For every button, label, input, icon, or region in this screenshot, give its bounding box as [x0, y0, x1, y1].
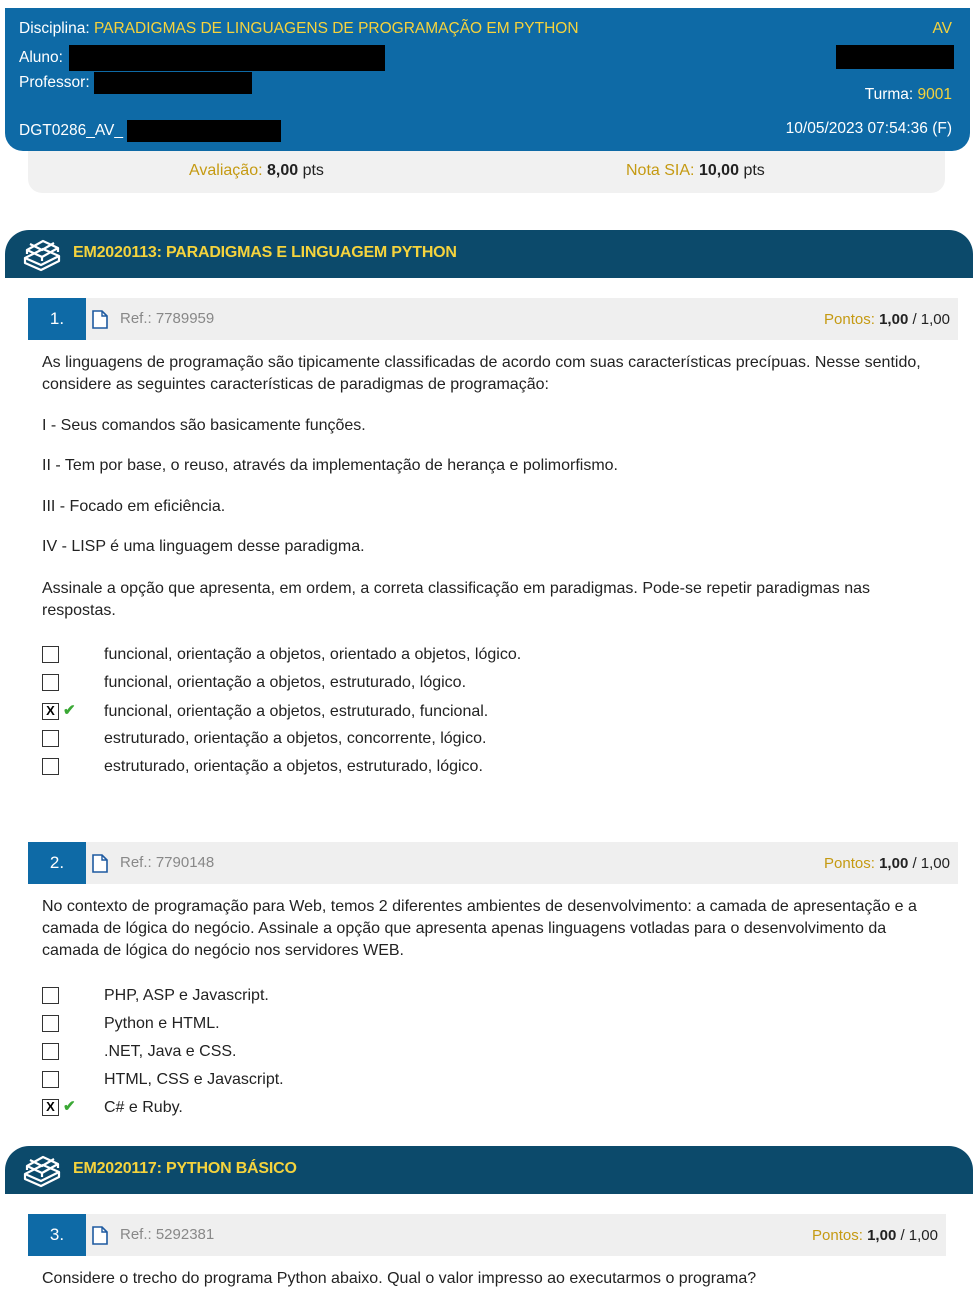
points-label: Pontos: [812, 1227, 863, 1244]
answer-checkbox[interactable] [42, 1043, 59, 1060]
answer-checkbox-checked[interactable]: X [42, 703, 59, 720]
exam-type: AV [932, 20, 952, 37]
codigo-row [19, 120, 952, 142]
exam-header [5, 8, 970, 151]
points-value: 1,00 [879, 311, 909, 328]
points-total: / 1,00 [908, 855, 950, 872]
answer-text: estruturado, orientação a objetos, concorrente, lógico. [104, 730, 487, 747]
nota-label: Nota SIA: [626, 162, 695, 179]
section-header [5, 230, 973, 278]
answer-option[interactable] [42, 703, 742, 727]
question-points [824, 311, 950, 328]
answer-checkbox[interactable] [42, 1015, 59, 1032]
question-text: I - Seus comandos são basicamente funções. [42, 417, 366, 434]
points-total: / 1,00 [908, 311, 950, 328]
answer-checkbox[interactable] [42, 646, 59, 663]
professor-label: Professor: [19, 74, 90, 92]
nota-unit: pts [743, 162, 765, 179]
question-number: 1. [28, 298, 86, 340]
question-header [28, 1214, 946, 1256]
books-icon [21, 236, 63, 272]
section-header [5, 1146, 973, 1194]
answer-text: estruturado, orientação a objetos, estruturado, lógico. [104, 758, 483, 775]
code-redacted [127, 120, 281, 142]
avaliacao-score [189, 162, 324, 180]
turma-label: Turma: [864, 86, 914, 103]
answer-option[interactable] [42, 987, 742, 1011]
answer-option[interactable] [42, 1099, 742, 1123]
turma-row [19, 86, 952, 104]
matricula-redacted [836, 45, 954, 69]
question-number: 2. [28, 842, 86, 884]
document-icon [92, 1226, 108, 1245]
exam-code: DGT0286_AV_ [19, 122, 123, 140]
nota-sia-score [626, 162, 765, 180]
question-text: III - Focado em eficiência. [42, 498, 226, 515]
answer-checkbox[interactable] [42, 1071, 59, 1088]
answer-text: funcional, orientação a objetos, estruturado, lógico. [104, 674, 467, 691]
disciplina-value: PARADIGMAS DE LINGUAGENS DE PROGRAMAÇÃO EM PYTHON [93, 20, 579, 37]
points-value: 1,00 [867, 1227, 897, 1244]
answer-checkbox[interactable] [42, 674, 59, 691]
question-header [28, 842, 958, 884]
answer-option[interactable] [42, 1071, 742, 1095]
answer-checkbox[interactable] [42, 758, 59, 775]
exam-datetime: 10/05/2023 07:54:36 (F) [785, 120, 952, 137]
score-summary [28, 151, 945, 193]
document-icon [92, 854, 108, 873]
aluno-redacted [69, 45, 385, 71]
answer-text: funcional, orientação a objetos, estruturado, funcional. [104, 703, 489, 720]
question-text: II - Tem por base, o reuso, através da implementação de herança e polimorfismo. [42, 457, 618, 474]
aluno-row [19, 45, 952, 71]
points-value: 1,00 [879, 855, 909, 872]
question-points [824, 855, 950, 872]
answer-checkbox[interactable] [42, 987, 59, 1004]
answer-text: funcional, orientação a objetos, orientado a objetos, lógico. [104, 646, 522, 663]
question-text: As linguagens de programação são tipicamente classificadas de acordo com suas características precípuas. Nesse sentido, considere as seguintes características de paradigmas de programação: [42, 354, 921, 393]
answer-text: Python e HTML. [104, 1015, 220, 1032]
nota-value: 10,00 [698, 162, 739, 179]
question-ref: Ref.: 7790148 [120, 854, 215, 871]
answer-checkbox[interactable] [42, 730, 59, 747]
document-icon [92, 310, 108, 329]
avaliacao-label: Avaliação: [189, 162, 263, 179]
answer-checkbox-checked[interactable]: X [42, 1099, 59, 1116]
answer-text: HTML, CSS e Javascript. [104, 1071, 284, 1088]
disciplina-row [19, 20, 952, 38]
section-title: EM2020113: PARADIGMAS E LINGUAGEM PYTHON [73, 244, 457, 261]
answer-text: .NET, Java e CSS. [104, 1043, 237, 1060]
points-label: Pontos: [824, 855, 875, 872]
question-text: Assinale a opção que apresenta, em ordem, a correta classificação em paradigmas. Pode-se repetir paradigmas nas respostas. [42, 580, 870, 619]
question-text: No contexto de programação para Web, temos 2 diferentes ambientes de desenvolvimento: a camada de apresentação e a camada de lógica do negócio. Assinale a opção que apresenta apenas linguagens votladas para o desenvolvimento da camada de lógica do negócio nos servidores WEB. [42, 898, 917, 959]
answer-option[interactable] [42, 1043, 742, 1067]
answer-option[interactable] [42, 646, 742, 670]
answer-text: C# e Ruby. [104, 1099, 183, 1116]
avaliacao-unit: pts [302, 162, 324, 179]
points-total: / 1,00 [896, 1227, 938, 1244]
section-title: EM2020117: PYTHON BÁSICO [73, 1160, 297, 1177]
aluno-label: Aluno: [19, 49, 63, 67]
answer-option[interactable] [42, 758, 742, 782]
question-ref: Ref.: 7789959 [120, 310, 215, 327]
question-ref: Ref.: 5292381 [120, 1226, 215, 1243]
correct-check-icon: ✔ [63, 702, 76, 719]
question-header [28, 298, 958, 340]
question-points [812, 1227, 938, 1244]
answer-option[interactable] [42, 730, 742, 754]
correct-check-icon: ✔ [63, 1098, 76, 1115]
question-number: 3. [28, 1214, 86, 1256]
question-text: IV - LISP é uma linguagem desse paradigma. [42, 538, 365, 555]
answer-text: PHP, ASP e Javascript. [104, 987, 269, 1004]
turma-value: 9001 [917, 86, 952, 103]
disciplina-label: Disciplina: [19, 20, 90, 37]
question-text: Considere o trecho do programa Python abaixo. Qual o valor impresso ao executarmos o programa? [42, 1270, 757, 1287]
avaliacao-value: 8,00 [266, 162, 299, 179]
books-icon [21, 1152, 63, 1188]
points-label: Pontos: [824, 311, 875, 328]
answer-option[interactable] [42, 674, 742, 698]
answer-option[interactable] [42, 1015, 742, 1039]
